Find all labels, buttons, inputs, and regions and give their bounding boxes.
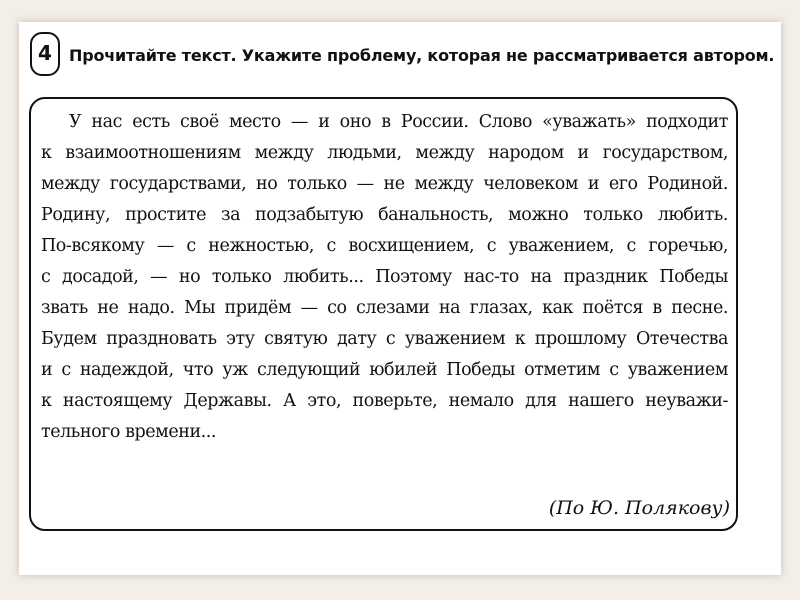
passage-line: тельного времени... (41, 422, 216, 442)
passage-line: между государствами, но только — не между человеком и его Родиной. (41, 174, 728, 194)
textbook-page (19, 22, 781, 575)
passage-line: Будем праздновать эту святую дату с уважением к прошлому Отечества (41, 329, 728, 349)
passage-line: У нас есть своё место — и оно в России. Слово «уважать» подходит (69, 112, 728, 132)
passage-line: Родину, простите за подзабытую банальность, можно только любить. (41, 205, 728, 225)
passage-line: к настоящему Державы. А это, поверьте, немало для нашего неуважи- (41, 391, 728, 411)
author-attribution: (По Ю. Полякову) (548, 497, 730, 519)
passage-line: звать не надо. Мы придём — со слезами на глазах, как поётся в песне. (41, 298, 728, 318)
passage-line: По-всякому — с нежностью, с восхищением, с уважением, с горечью, (41, 236, 728, 256)
task-number-badge: 4 (30, 32, 60, 76)
passage-text (41, 107, 728, 448)
passage-line: к взаимоотношениям между людьми, между народом и государством, (41, 143, 728, 163)
task-instruction: Прочитайте текст. Укажите проблему, которая не рассматривается автором. (69, 46, 775, 65)
text-passage-frame (29, 97, 738, 531)
passage-line: с досадой, — но только любить... Поэтому нас-то на праздник Победы (41, 267, 728, 287)
passage-line: и с надеждой, что уж следующий юбилей Победы отметим с уважением (41, 360, 728, 380)
